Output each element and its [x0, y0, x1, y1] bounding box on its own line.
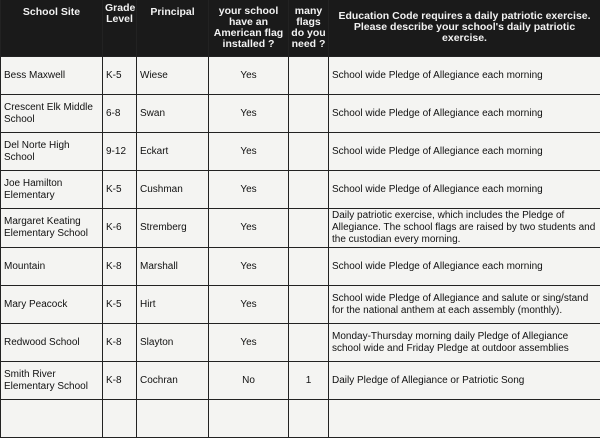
cell-flags-needed	[289, 248, 329, 286]
cell-grade-level: 9-12	[103, 133, 137, 171]
cell-grade-level: K-5	[103, 171, 137, 209]
cell-flag-installed: Yes	[209, 133, 289, 171]
cell-grade-level: K-8	[103, 362, 137, 400]
cell-flag-installed: Yes	[209, 171, 289, 209]
cell-flag-installed: No	[209, 362, 289, 400]
cell-empty	[137, 400, 209, 438]
cell-empty	[289, 400, 329, 438]
cell-grade-level: K-8	[103, 248, 137, 286]
cell-empty	[1, 400, 103, 438]
cell-flags-needed	[289, 209, 329, 248]
table-row	[1, 171, 600, 209]
cell-school-site: Bess Maxwell	[1, 57, 103, 95]
table-row	[1, 133, 600, 171]
cell-patriotic-exercise: School wide Pledge of Allegiance each morning	[329, 133, 600, 171]
cell-principal: Cushman	[137, 171, 209, 209]
cell-empty	[103, 400, 137, 438]
cell-school-site: Margaret Keating Elementary School	[1, 209, 103, 248]
cell-flag-installed: Yes	[209, 286, 289, 324]
cell-principal: Swan	[137, 95, 209, 133]
table-row	[1, 248, 600, 286]
table-row	[1, 324, 600, 362]
table-row	[1, 95, 600, 133]
cell-school-site: Redwood School	[1, 324, 103, 362]
cell-flag-installed: Yes	[209, 248, 289, 286]
cell-grade-level: K-5	[103, 286, 137, 324]
col-header-grade-level: Grade Level	[103, 0, 137, 57]
cell-school-site: Del Norte High School	[1, 133, 103, 171]
cell-patriotic-exercise: School wide Pledge of Allegiance each morning	[329, 248, 600, 286]
cell-school-site: Crescent Elk Middle School	[1, 95, 103, 133]
cell-school-site: Smith River Elementary School	[1, 362, 103, 400]
cell-principal: Slayton	[137, 324, 209, 362]
table-row-partial	[1, 400, 600, 438]
cell-empty	[209, 400, 289, 438]
table-row	[1, 57, 600, 95]
col-header-patriotic-exercise: Education Code requires a daily patriotic exercise. Please describe your school's daily patriotic exercise.	[329, 0, 600, 57]
table-row	[1, 362, 600, 400]
cell-patriotic-exercise: Daily patriotic exercise, which includes the Pledge of Allegiance. The school flags are raised by two students and the custodian every morning.	[329, 209, 600, 248]
cell-patriotic-exercise: School wide Pledge of Allegiance each morning	[329, 95, 600, 133]
cell-flags-needed	[289, 95, 329, 133]
cell-flag-installed: Yes	[209, 95, 289, 133]
cell-patriotic-exercise: School wide Pledge of Allegiance each morning	[329, 57, 600, 95]
cell-school-site: Mountain	[1, 248, 103, 286]
col-header-school-site: School Site	[1, 0, 103, 57]
cell-grade-level: K-6	[103, 209, 137, 248]
header-row	[1, 0, 600, 57]
cell-school-site: Joe Hamilton Elementary	[1, 171, 103, 209]
cell-flags-needed	[289, 133, 329, 171]
cell-principal: Marshall	[137, 248, 209, 286]
cell-principal: Hirt	[137, 286, 209, 324]
cell-empty	[329, 400, 600, 438]
cell-patriotic-exercise: Monday-Thursday morning daily Pledge of Allegiance school wide and Friday Pledge at outdoor assemblies	[329, 324, 600, 362]
cell-patriotic-exercise: School wide Pledge of Allegiance and salute or sing/stand for the national anthem at each assembly (monthly).	[329, 286, 600, 324]
cell-grade-level: K-8	[103, 324, 137, 362]
cell-patriotic-exercise: Daily Pledge of Allegiance or Patriotic Song	[329, 362, 600, 400]
cell-flag-installed: Yes	[209, 209, 289, 248]
cell-flags-needed	[289, 57, 329, 95]
cell-flags-needed	[289, 171, 329, 209]
cell-patriotic-exercise: School wide Pledge of Allegiance each morning	[329, 171, 600, 209]
cell-principal: Stremberg	[137, 209, 209, 248]
cell-flags-needed	[289, 286, 329, 324]
table-row	[1, 209, 600, 248]
cell-school-site: Mary Peacock	[1, 286, 103, 324]
cell-flags-needed	[289, 324, 329, 362]
col-header-flags-needed: many flags do you need ?	[289, 0, 329, 57]
cell-flags-needed: 1	[289, 362, 329, 400]
cell-flag-installed: Yes	[209, 324, 289, 362]
cell-principal: Wiese	[137, 57, 209, 95]
cell-principal: Cochran	[137, 362, 209, 400]
cell-flag-installed: Yes	[209, 57, 289, 95]
cell-grade-level: 6-8	[103, 95, 137, 133]
cell-principal: Eckart	[137, 133, 209, 171]
col-header-principal: Principal	[137, 0, 209, 57]
col-header-flag-installed: your school have an American flag installed ?	[209, 0, 289, 57]
cell-grade-level: K-5	[103, 57, 137, 95]
table-row	[1, 286, 600, 324]
